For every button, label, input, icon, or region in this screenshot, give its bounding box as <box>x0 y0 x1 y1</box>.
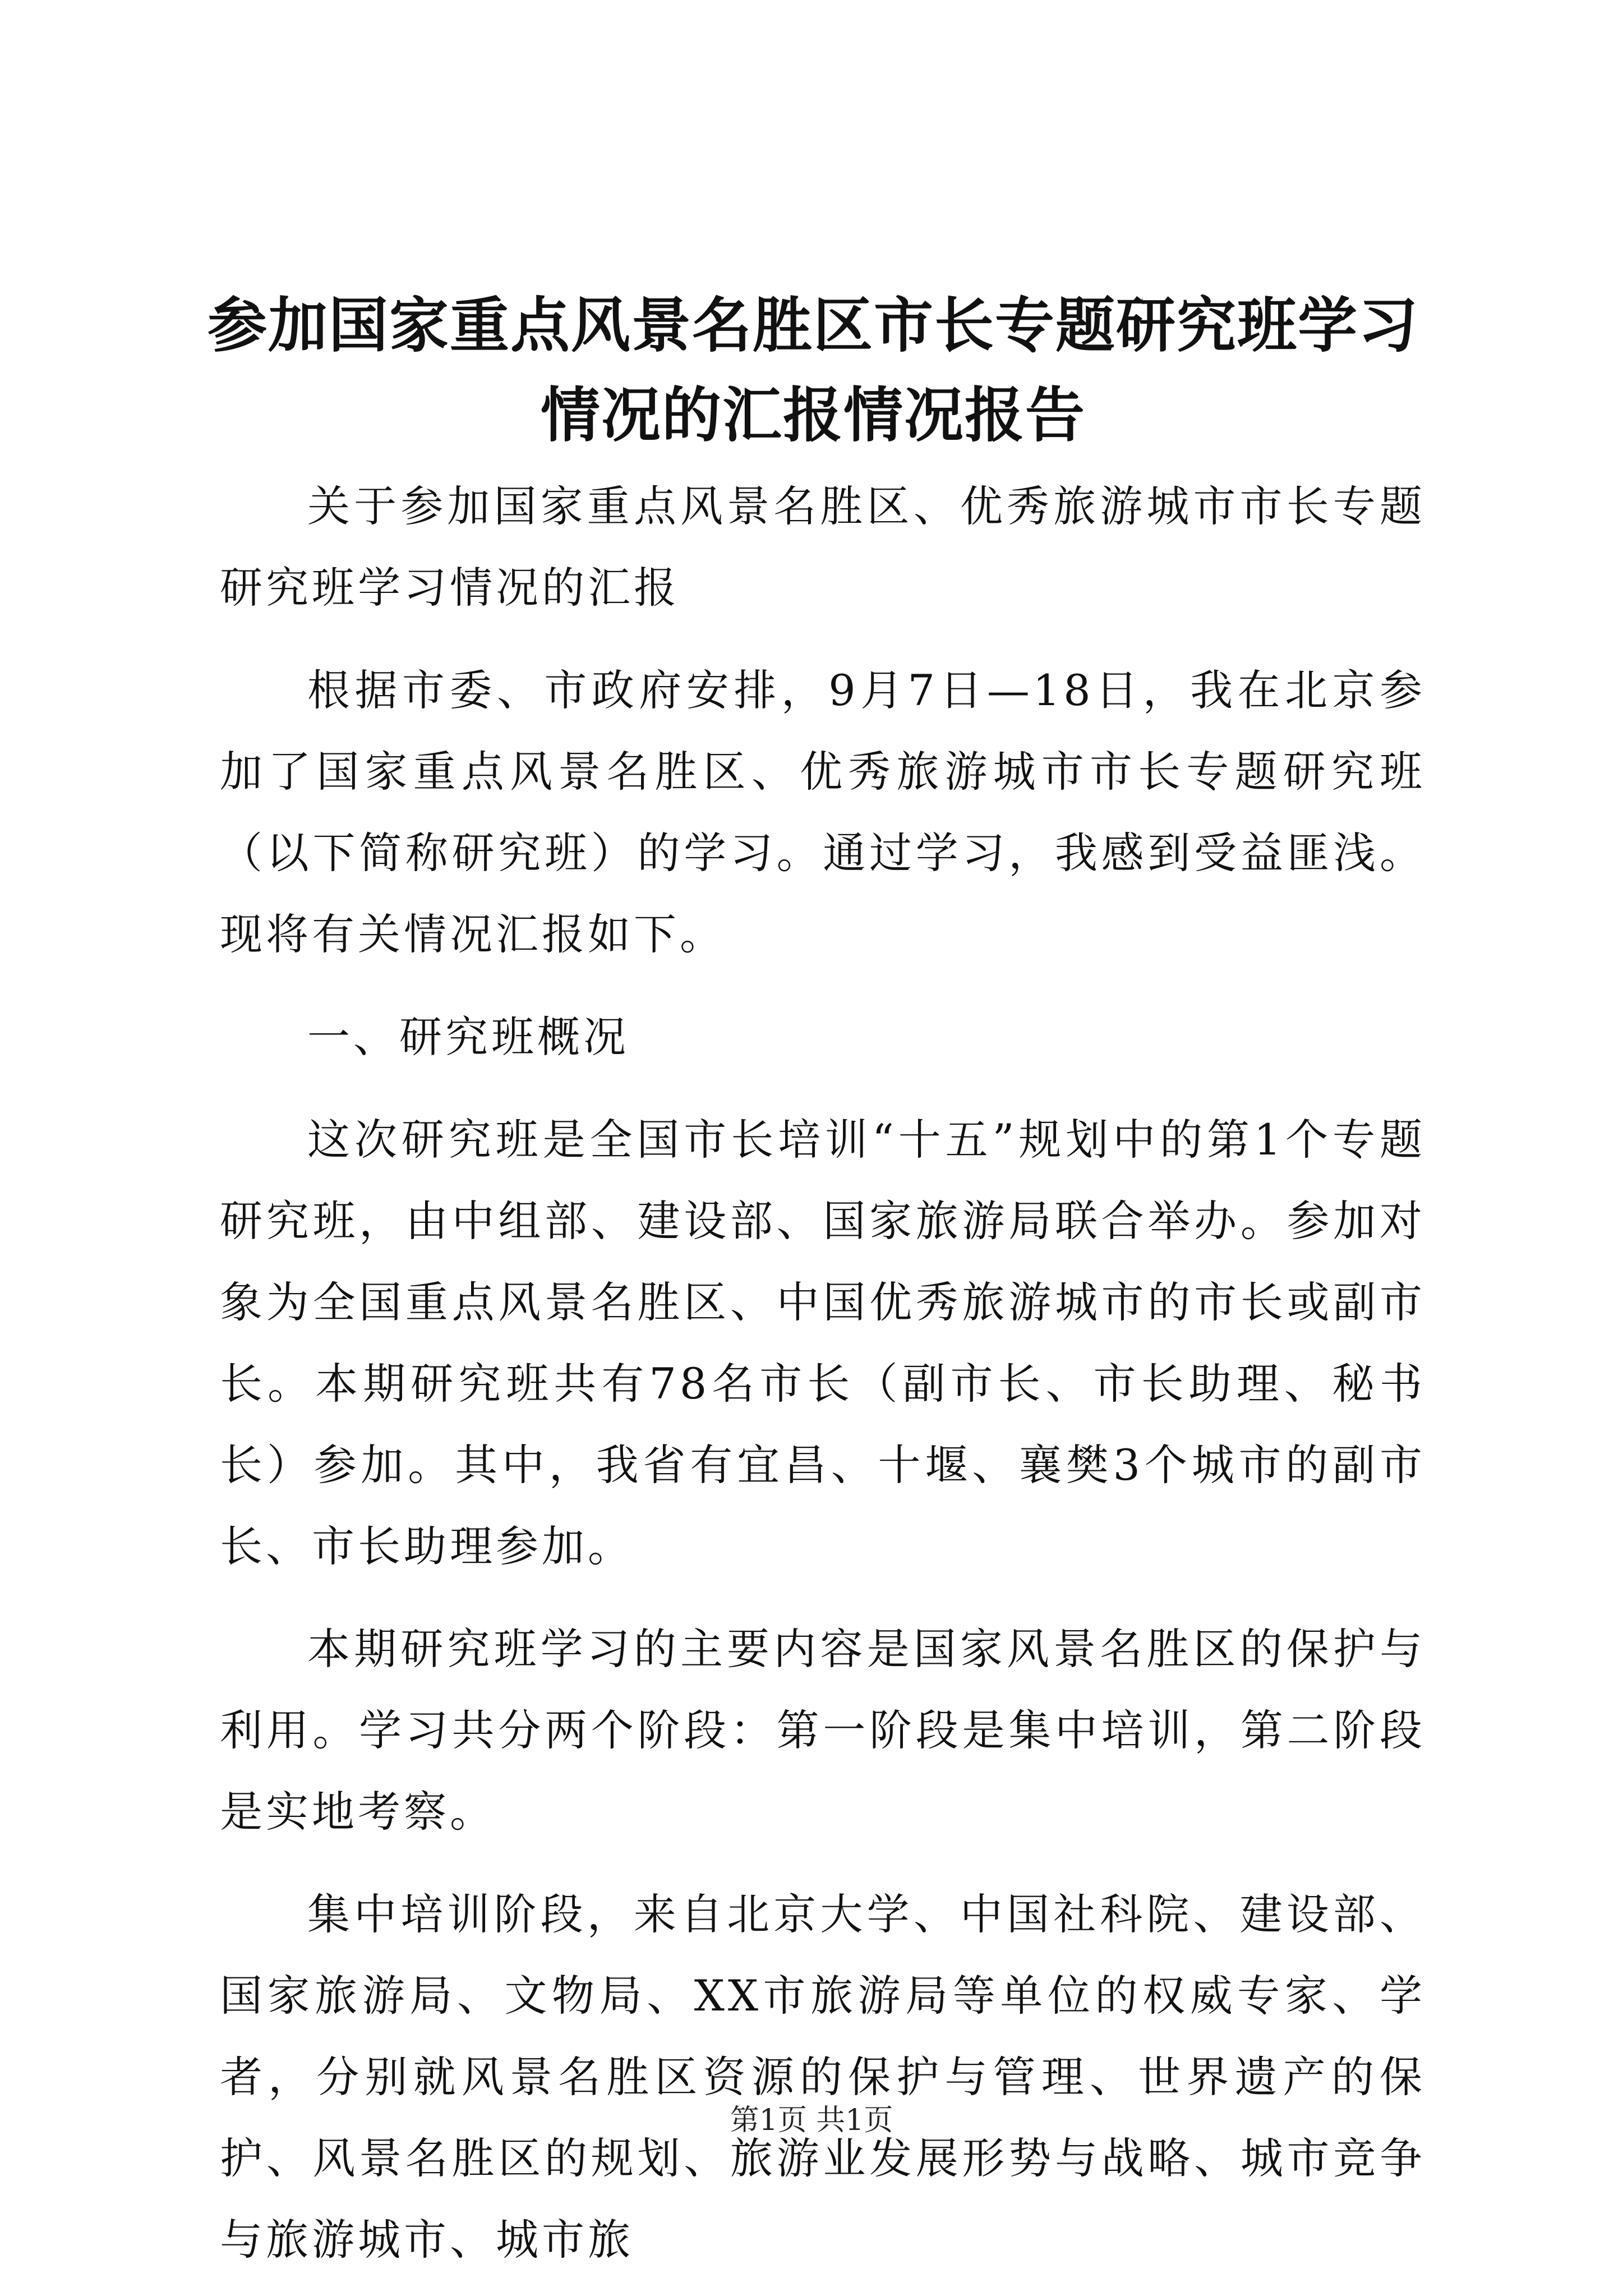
paragraph-training-stage: 集中培训阶段，来自北京大学、中国社科院、建设部、国家旅游局、文物局、XX市旅游局等单位的权威专家、学者，分别就风景名胜区资源的保护与管理、世界遗产的保护、风景名胜区的规划、旅游业发展形势与战略、城市竞争与旅游城市、城市旅 <box>220 1889 1426 2265</box>
paragraph-report-heading: 关于参加国家重点风景名胜区、优秀旅游城市市长专题研究班学习情况的汇报 <box>220 481 1426 613</box>
document-title: 参加国家重点风景名胜区市长专题研究班学习情况的汇报情况报告 <box>208 290 1419 450</box>
paragraph-study-content: 本期研究班学习的主要内容是国家风景名胜区的保护与利用。学习共分两个阶段：第一阶段是集中培训，第二阶段是实地考察。 <box>220 1624 1426 1837</box>
paragraph-introduction: 根据市委、市政府安排，9月7日—18日，我在北京参加了国家重点风景名胜区、优秀旅游城市市长专题研究班（以下简称研究班）的学习。通过学习，我感到受益匪浅。现将有关情况汇报如下。 <box>220 665 1426 959</box>
document-body <box>220 466 1426 2280</box>
page-footer: 第1页 共1页 <box>730 2104 893 2137</box>
section-heading-overview: 一、研究班概况 <box>307 1012 629 1062</box>
paragraph-class-overview: 这次研究班是全国市长培训“十五”规划中的第1个专题研究班，由中组部、建设部、国家旅游局联合举办。参加对象为全国重点风景名胜区、中国优秀旅游城市的市长或副市长。本期研究班共有78名市长（副市长、市长助理、秘书长）参加。其中，我省有宜昌、十堰、襄樊3个城市的副市长、市长助理参加。 <box>220 1115 1426 1571</box>
